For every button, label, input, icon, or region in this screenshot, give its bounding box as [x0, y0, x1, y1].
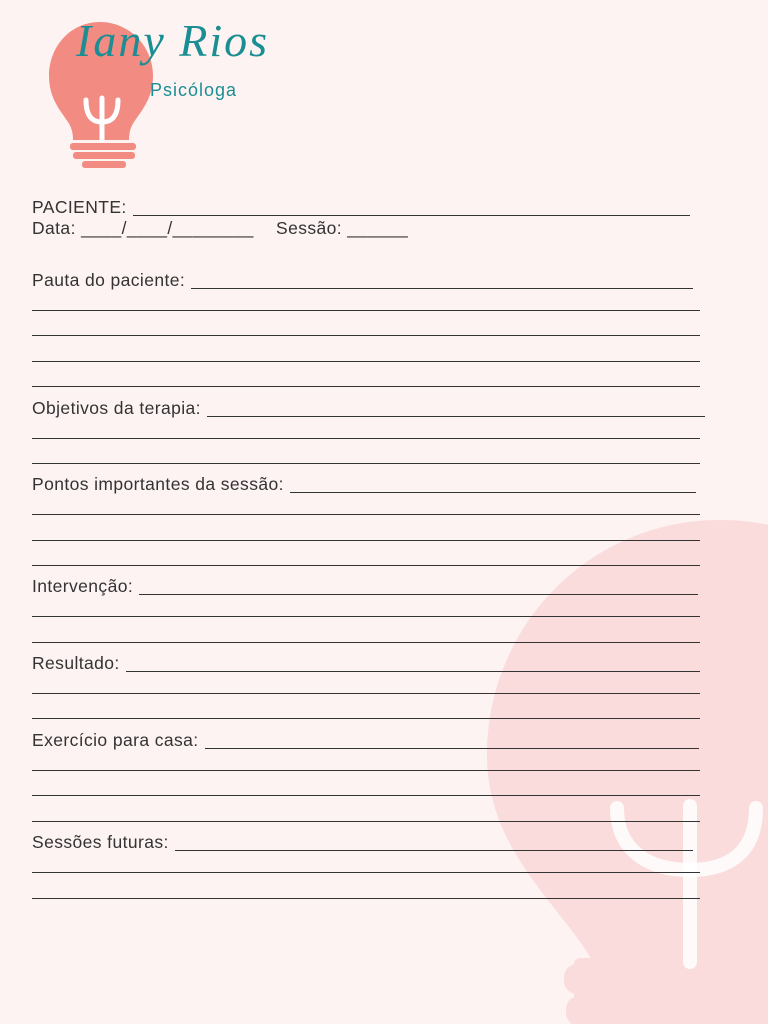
patient-label: PACIENTE:: [32, 197, 127, 217]
brand-subtitle: Psicóloga: [150, 80, 238, 100]
pauta-blank-line: [32, 316, 700, 336]
patient-field: [32, 196, 690, 218]
objetivos-label: Objetivos da terapia:: [32, 398, 201, 418]
exercicio-line: [205, 729, 699, 749]
background-bulb-base-notch: [564, 964, 610, 994]
pauta-blank-line: [32, 291, 700, 311]
objetivos-blank-line: [32, 419, 700, 439]
pontos-blank-line: [32, 521, 700, 541]
exercicio-blank-line: [32, 802, 700, 822]
sessoes-futuras-line: [175, 831, 693, 851]
logo-bulb-base-middle: [73, 152, 135, 159]
sessoes-futuras-blank-line: [32, 853, 700, 873]
resultado-blank-line: [32, 674, 700, 694]
brand-name: Iany Rios: [76, 15, 270, 66]
intervencao-label: Intervenção:: [32, 576, 134, 596]
exercicio-blank-line: [32, 776, 700, 796]
pauta-line: [191, 269, 693, 289]
pontos-blank-line: [32, 495, 700, 515]
logo-bulb-base-bottom: [82, 161, 126, 168]
logo-bulb-base-top: [70, 143, 136, 150]
pauta-blank-line: [32, 342, 700, 362]
date-field: Data: ____/____/________: [32, 218, 254, 238]
pontos-field: [32, 473, 696, 495]
resultado-blank-line: [32, 699, 700, 719]
resultado-line: [126, 652, 700, 672]
pauta-label: Pauta do paciente:: [32, 270, 186, 290]
resultado-field: [32, 652, 700, 674]
session-field: Sessão: ______: [276, 218, 409, 238]
pontos-label: Pontos importantes da sessão:: [32, 474, 284, 494]
pauta-field: [32, 269, 693, 291]
objetivos-blank-line: [32, 444, 700, 464]
sessoes-futuras-label: Sessões futuras:: [32, 832, 169, 852]
exercicio-label: Exercício para casa:: [32, 730, 199, 750]
intervencao-blank-line: [32, 623, 700, 643]
pontos-blank-line: [32, 546, 700, 566]
exercicio-blank-line: [32, 751, 700, 771]
resultado-label: Resultado:: [32, 653, 120, 673]
patient-line: [133, 196, 690, 216]
background-bulb-base-notch-lower: [566, 996, 612, 1024]
objetivos-line: [207, 397, 705, 417]
exercicio-field: [32, 729, 699, 751]
intervencao-field: [32, 575, 698, 597]
sessoes-futuras-field: [32, 831, 693, 853]
intervencao-blank-line: [32, 597, 700, 617]
objetivos-field: [32, 397, 705, 419]
pontos-line: [290, 473, 696, 493]
sessoes-futuras-blank-line: [32, 879, 700, 899]
intervencao-line: [139, 575, 698, 595]
pauta-blank-line: [32, 367, 700, 387]
